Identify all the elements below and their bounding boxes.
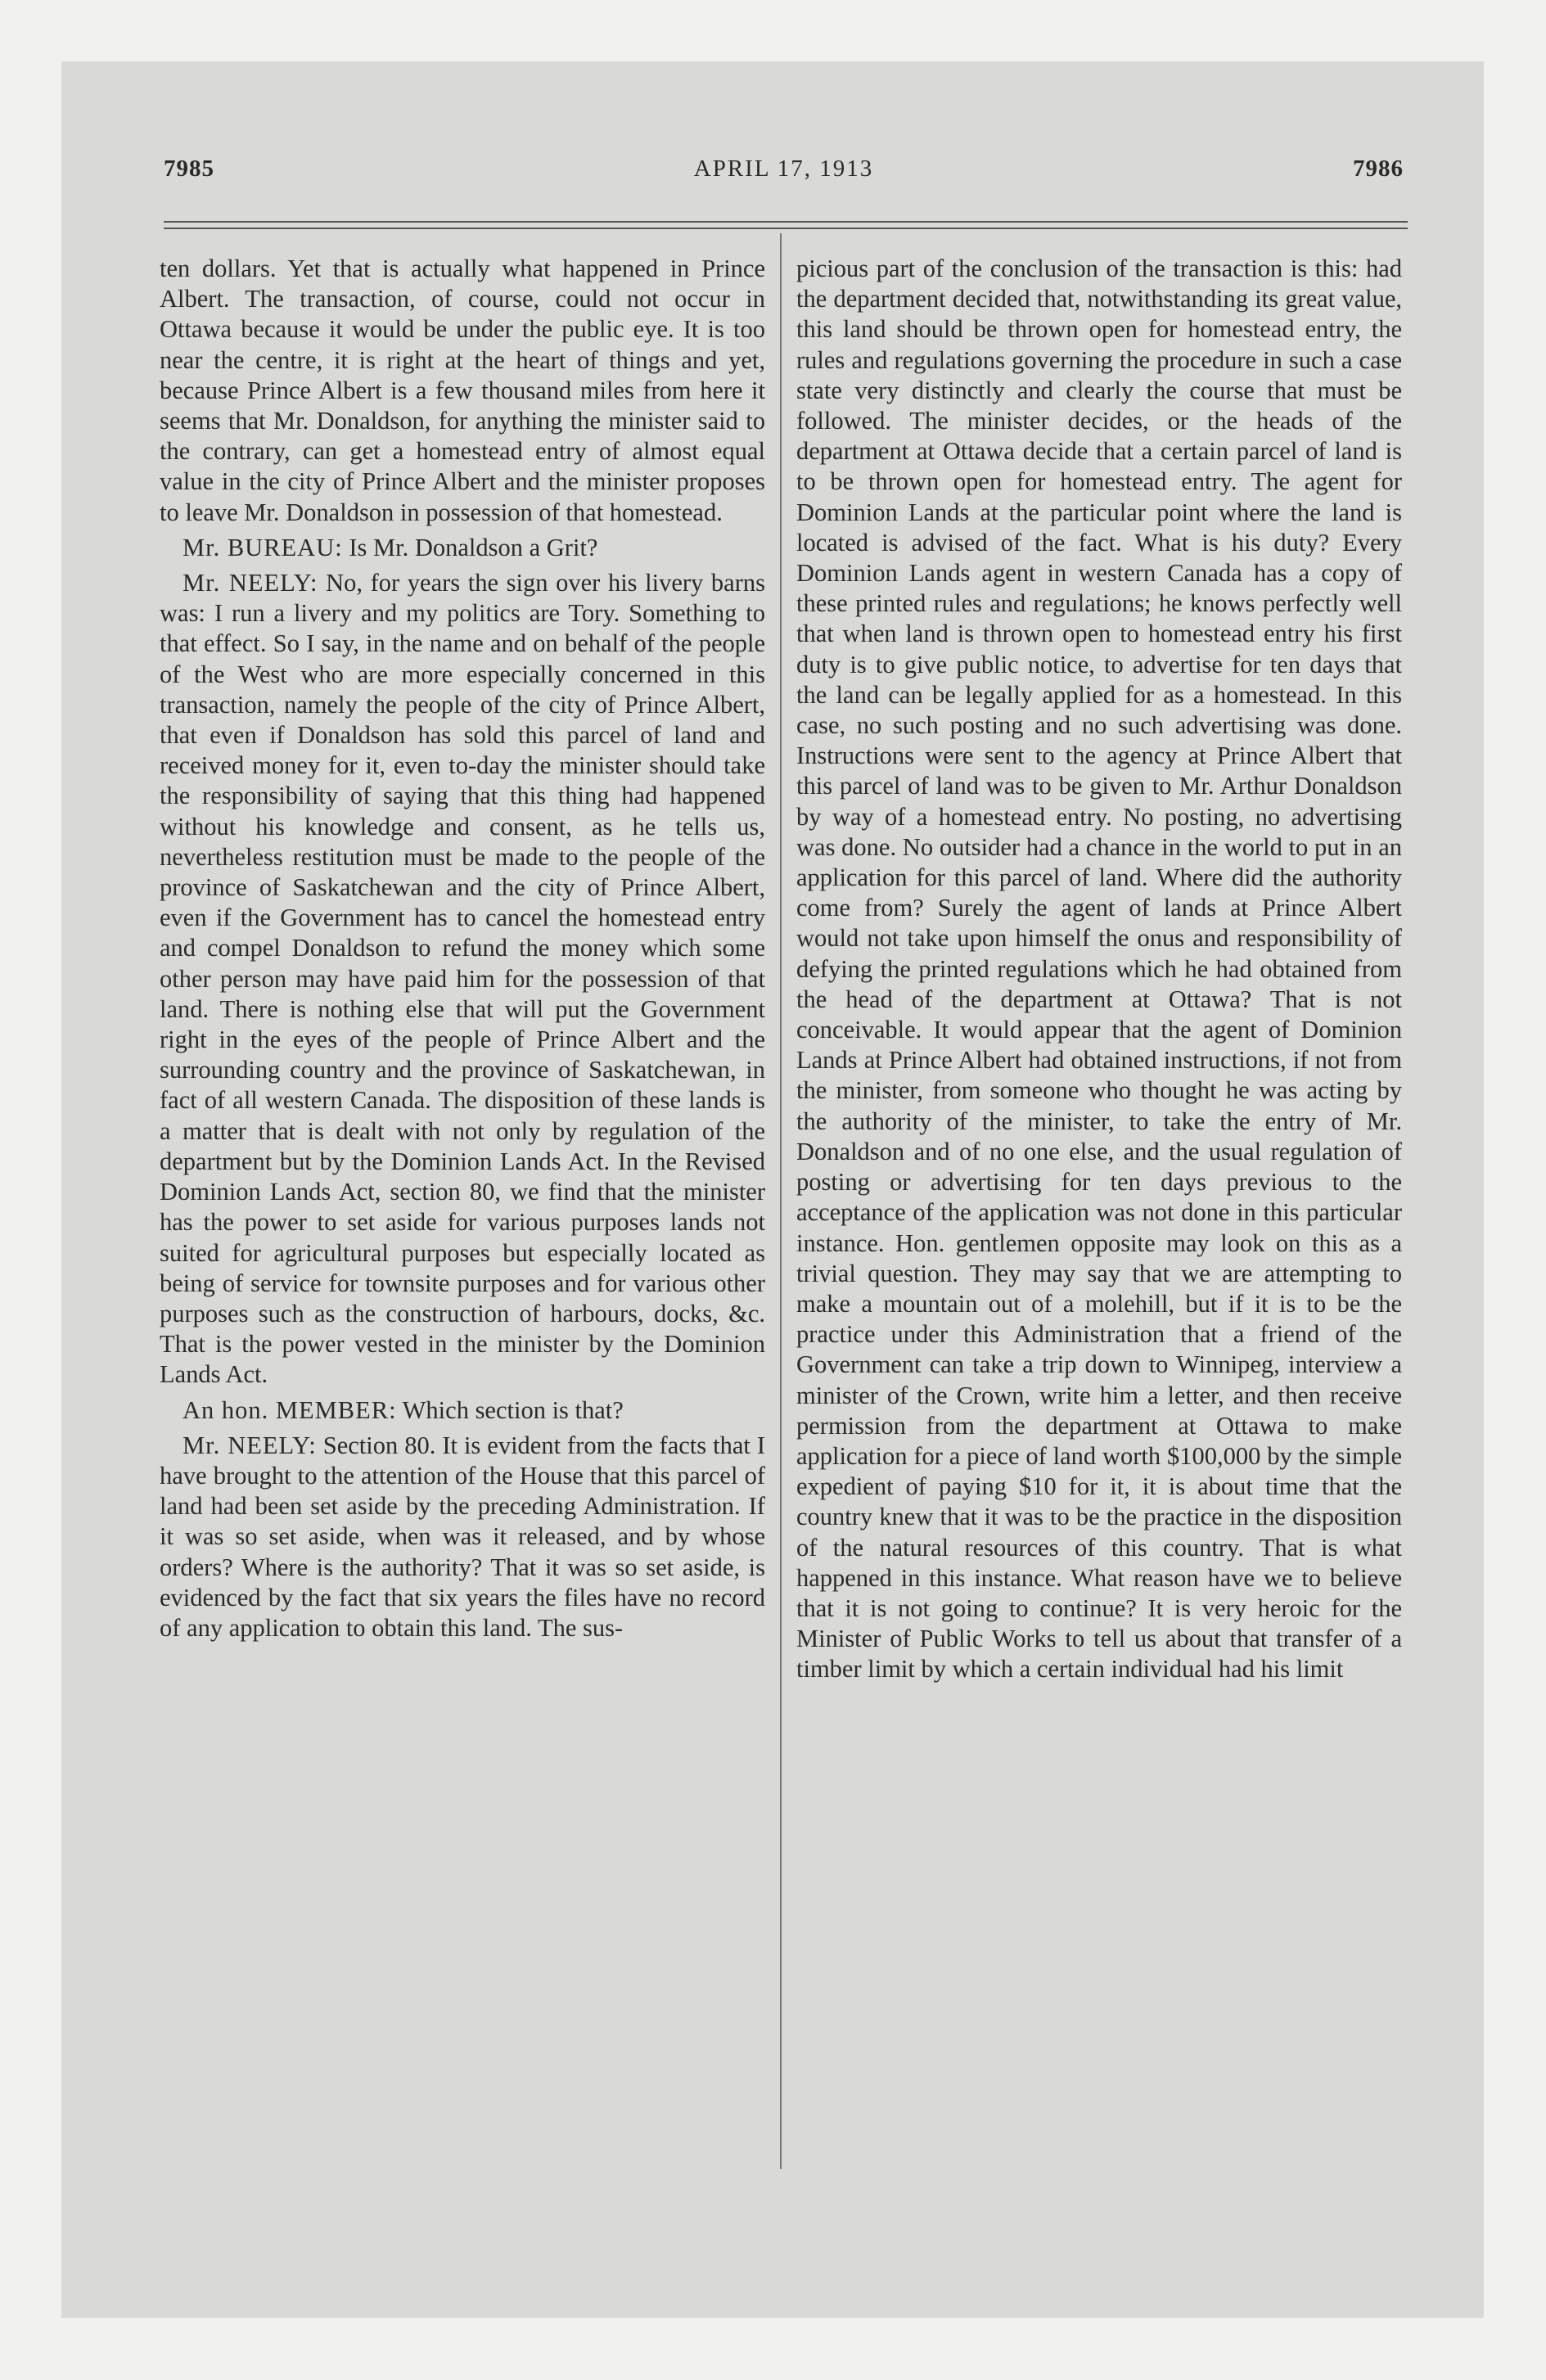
header-rule-top [164,221,1408,223]
paragraph [160,533,765,563]
paragraph-text: picious part of the conclusion of the transaction is this: had the department decided that, notwithstanding its great value, this land should be thrown open for homestead entry, the rules and regulations governing the procedure in such a case state very distinctly and clearly the course that must be followed. The minister decides, or the heads of the department at Ottawa decide that a certain parcel of land is to be thrown open for homestead entry. The agent for Dominion Lands at the particular point where the land is located is advised of the fact. What is his duty? Every Dominion Lands agent in western Canada has a copy of these printed rules and regulations; he knows perfectly well that when land is thrown open to homestead entry his first duty is to give public notice, to advertise for ten days that the land can be legally applied for as a homestead. In this case, no such posting and no such advertising was done. Instructions were sent to the agency at Prince Albert that this parcel of land was to be given to Mr. Arthur Donaldson by way of a homestead entry. No posting, no advertising was done. No outsider had a chance in the world to put in an application for this parcel of land. Where did the authority come from? Surely the agent of lands at Prince Albert would not take upon himself the onus and responsibility of defying the printed regulations which he had obtained from the head of the department at Ottawa? That is not conceivable. It would appear that the agent of Dominion Lands at Prince Albert had obtained instructions, if not from the minister, from someone who thought he was acting by the authority of the minister, to take the entry of Mr. Donaldson and of no one else, and the usual regulation of posting or advertising for ten days previous to the acceptance of the application was not done in this particular instance. Hon. gentlemen opposite may look on this as a trivial question. They may say that we are attempting to make a mountain out of a molehill, but if it is to be the practice under this Administration that a friend of the Government can take a trip down to Winnipeg, interview a minister of the Crown, write him a letter, and then receive permission from the department at Ottawa to make application for a piece of land worth $100,000 by the simple expedient of paying $10 for it, it is about time that the country knew that it was to be the practice in the disposition of the natural resources of this country. That is what happened in this instance. What reason have we to believe that it is not going to continue? It is very heroic for the Minister of Public Works to tell us about that transfer of a timber limit by which a certain individual had his limit [796,255,1402,1684]
column-divider [780,233,782,2169]
right-column [796,254,1402,1690]
speaker-name: Mr. NEELY: [183,569,318,597]
paragraph-text: Which section is that? [402,1395,624,1424]
running-head-date: APRIL 17, 1913 [693,156,874,182]
paragraph-text: No, for years the sign over his livery barns was: I run a livery and my politics are Tory. Something to that effect. So I say, in the name and on behalf of the people of the West who are more especially concerned in this transaction, namely the people of the city of Prince Albert, that even if Donaldson has sold this parcel of land and received money for it, even to-day the minister should take the responsibility of saying that this thing had happened without his knowledge and consent, as he tells us, nevertheless restitution must be made to the people of the province of Saskatchewan and the city of Prince Albert, even if the Government has to cancel the homestead entry and compel Donaldson to refund the money which some other person may have paid him for the possession of that land. There is nothing else that will put the Government right in the eyes of the people of Prince Albert and the surrounding country and the province of Saskatchewan, in fact of all western Canada. The disposition of these lands is a matter that is dealt with not only by regulation of the department but by the Dominion Lands Act. In the Revised Dominion Lands Act, section 80, we find that the minister has the power to set aside for various purposes lands not suited for agricultural purposes but especially located as being of service for townsite purposes and for various other purposes such as the construction of harbours, docks, &c. That is the power vested in the minister by the Dominion Lands Act. [160,569,766,1389]
page-header [164,156,1404,188]
paragraph [160,1395,765,1426]
right-page-number: 7986 [1353,156,1404,182]
speaker-name: Mr. NEELY: [183,1431,317,1459]
paragraph [160,568,765,1390]
speaker-name: An hon. MEMBER: [183,1395,397,1424]
header-rule-bottom [164,228,1408,229]
left-page-number: 7985 [164,156,214,182]
paragraph [160,1431,765,1643]
paragraph [160,254,765,528]
speaker-name: Mr. BUREAU: [183,533,343,561]
paragraph-text: Section 80. It is evident from the facts that I have brought to the attention of the House that this parcel of land had been set aside by the preceding Administration. If it was so set aside, when was it released, and by whose orders? Where is the authority? That it was so set aside, is evidenced by the fact that six years the files have no record of any application to obtain this land. The sus- [160,1431,765,1642]
paragraph-text: Is Mr. Donaldson a Grit? [349,533,598,561]
paragraph [796,254,1402,1685]
left-column [160,254,765,1648]
paragraph-text: ten dollars. Yet that is actually what happened in Prince Albert. The transaction, of course, could not occur in Ottawa because it would be under the public eye. It is too near the centre, it is right at the heart of things and yet, because Prince Albert is a few thousand miles from here it seems that Mr. Donaldson, for anything the minister said to the contrary, can get a homestead entry of almost equal value in the city of Prince Albert and the minister proposes to leave Mr. Donaldson in possession of that homestead. [160,255,765,526]
